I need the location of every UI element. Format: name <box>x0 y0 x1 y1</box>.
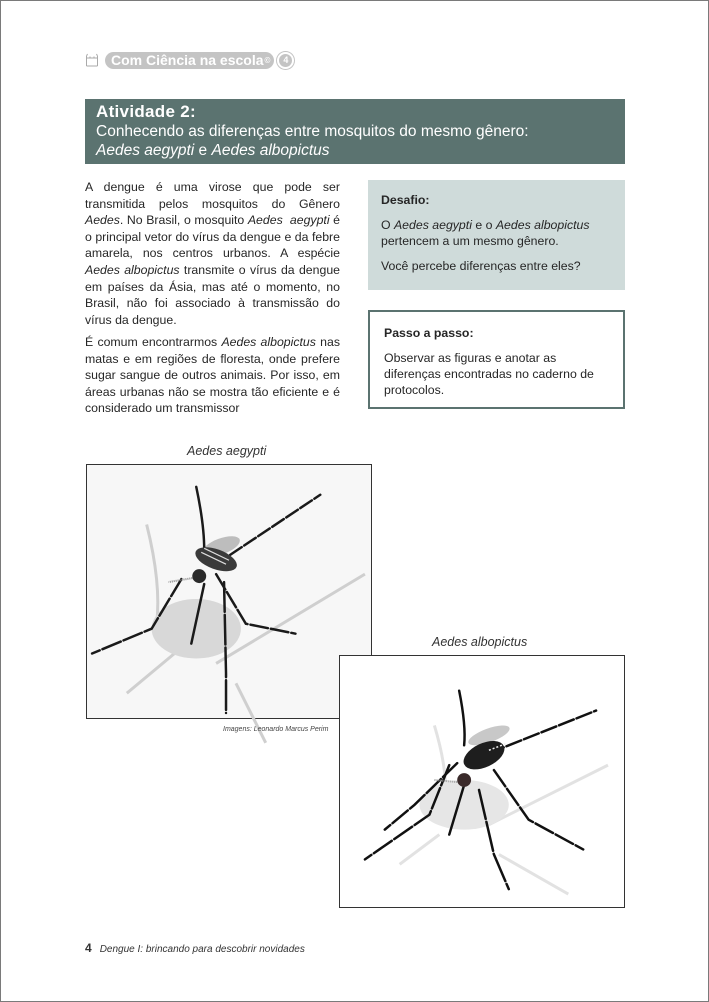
species-a: Aedes aegypti <box>96 142 195 159</box>
text-run: A dengue é uma virose que pode ser transmitida pelos mosquitos do Gênero <box>85 180 344 211</box>
aedes-aegypti-illustration <box>86 464 372 719</box>
italic-species-name: Aedes <box>85 213 120 228</box>
mosquito-aegypti-drawing <box>87 465 371 718</box>
text-run: É comum encontrarmos <box>85 335 222 349</box>
text-run: . No Brasil, o mosquito <box>119 213 248 228</box>
text-run: transmite o vírus da dengue em países da Ásia, mas até o momento, no Brasil, não foi associado à transmissão do vírus da dengue. <box>85 262 344 327</box>
series-title: Com Ciência na escola <box>111 52 264 68</box>
italic-species-name: Aedes albopictus <box>495 218 590 232</box>
page-number: 4 <box>85 941 92 955</box>
species-b: Aedes albopictus <box>211 142 330 159</box>
challenge-statement <box>381 217 612 249</box>
copyright-mark: © <box>264 55 271 65</box>
step-by-step-box <box>368 310 625 409</box>
volume-number-badge: 4 <box>277 52 294 69</box>
step-by-step-title: Passo a passo: <box>384 326 474 340</box>
activity-banner <box>85 99 625 164</box>
image-credit: Imagens: Leonardo Marcus Perim <box>223 726 329 733</box>
challenge-title: Desafio: <box>381 193 430 207</box>
text-run: e o <box>471 218 496 232</box>
challenge-box <box>368 180 625 290</box>
activity-species <box>96 141 614 160</box>
castle-icon <box>85 53 99 67</box>
book-title: Dengue I: brincando para descobrir novidades <box>99 944 305 955</box>
body-paragraph-1 <box>85 179 344 328</box>
text-run: O <box>381 218 394 232</box>
mosquito-albopictus-drawing <box>340 656 624 907</box>
paragraph-text <box>85 334 344 417</box>
italic-species-name: Aedes albopictus <box>85 262 180 277</box>
activity-heading: Atividade 2: <box>96 102 196 121</box>
body-paragraph-2 <box>85 334 344 416</box>
text-run: nas matas e em regiões de floresta, onde prefere sugar sangue de outros animais. Por isso, em áreas urbanas não se mostra tão eficiente e é considerado um transmissor <box>85 335 344 416</box>
figure-caption-aegypti: Aedes aegypti <box>187 444 267 458</box>
series-header <box>85 50 294 70</box>
italic-species-name: Aedes aegypti <box>393 218 472 232</box>
figure-caption-albopictus: Aedes albopictus <box>432 635 528 649</box>
step-by-step-text: Observar as figuras e anotar as diferenças encontradas no caderno de protocolos. <box>384 351 594 397</box>
page-footer <box>85 941 305 955</box>
italic-species-name: Aedes albopictus <box>221 335 316 349</box>
activity-subtitle: Conhecendo as diferenças entre mosquitos do mesmo gênero: <box>96 123 529 140</box>
text-run: é o principal vetor do vírus da dengue e da febre amarela, nos centros urbanos. A espécie <box>85 213 344 261</box>
aedes-albopictus-illustration <box>339 655 625 908</box>
species-conjunction: e <box>194 142 212 159</box>
paragraph-text <box>85 179 344 328</box>
italic-species-name: Aedes aegypti <box>247 213 330 228</box>
series-title-pill <box>105 52 274 69</box>
challenge-question: Você percebe diferenças entre eles? <box>381 259 581 273</box>
text-run: pertencem a um mesmo gênero. <box>381 218 593 248</box>
